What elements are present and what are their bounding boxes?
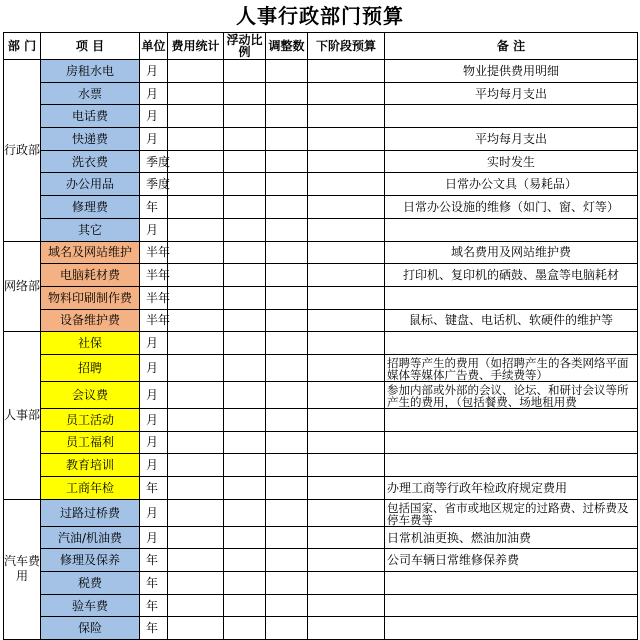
table-row — [4, 309, 638, 332]
cost-cell — [168, 477, 224, 500]
next-budget-cell — [308, 82, 385, 105]
cost-cell — [168, 572, 224, 595]
note-cell: 实时发生 — [385, 150, 638, 173]
table-row — [4, 549, 638, 572]
note-cell — [385, 617, 638, 640]
item-cell: 修理费 — [41, 196, 140, 219]
table-row — [4, 128, 638, 151]
next-budget-cell — [308, 617, 385, 640]
float-cell — [224, 617, 266, 640]
next-budget-cell — [308, 332, 385, 355]
next-budget-cell — [308, 241, 385, 264]
unit-cell: 月 — [140, 82, 168, 105]
note-cell: 物业提供费用明细 — [385, 60, 638, 83]
float-cell — [224, 241, 266, 264]
cost-cell — [168, 196, 224, 219]
float-cell — [224, 454, 266, 477]
adjust-cell — [266, 381, 308, 408]
table-row — [4, 264, 638, 287]
next-budget-cell — [308, 381, 385, 408]
next-budget-cell — [308, 218, 385, 241]
item-cell: 验车费 — [41, 594, 140, 617]
item-cell: 税费 — [41, 572, 140, 595]
unit-cell: 月 — [140, 431, 168, 454]
unit-cell: 月 — [140, 381, 168, 408]
table-row — [4, 218, 638, 241]
note-cell: 鼠标、键盘、电话机、软硬件的维护等 — [385, 309, 638, 332]
header-cost: 费用统计 — [168, 33, 224, 60]
table-row — [4, 477, 638, 500]
table-row — [4, 617, 638, 640]
unit-cell: 月 — [140, 408, 168, 431]
unit-cell: 月 — [140, 60, 168, 83]
table-row — [4, 173, 638, 196]
cost-cell — [168, 264, 224, 287]
table-row — [4, 286, 638, 309]
cost-cell — [168, 549, 224, 572]
next-budget-cell — [308, 526, 385, 549]
note-cell: 日常办公文具（易耗品） — [385, 173, 638, 196]
unit-cell: 月 — [140, 218, 168, 241]
cost-cell — [168, 617, 224, 640]
unit-cell: 月 — [140, 354, 168, 381]
next-budget-cell — [308, 354, 385, 381]
table-row — [4, 60, 638, 83]
unit-cell: 年 — [140, 572, 168, 595]
unit-cell: 月 — [140, 128, 168, 151]
float-cell — [224, 128, 266, 151]
cost-cell — [168, 526, 224, 549]
adjust-cell — [266, 196, 308, 219]
item-cell: 设备维护费 — [41, 309, 140, 332]
float-cell — [224, 264, 266, 287]
table-row — [4, 241, 638, 264]
cost-cell — [168, 128, 224, 151]
adjust-cell — [266, 454, 308, 477]
adjust-cell — [266, 477, 308, 500]
adjust-cell — [266, 82, 308, 105]
item-cell: 水票 — [41, 82, 140, 105]
float-cell — [224, 309, 266, 332]
cost-cell — [168, 431, 224, 454]
float-cell — [224, 196, 266, 219]
item-cell: 保险 — [41, 617, 140, 640]
unit-cell: 半年 — [140, 241, 168, 264]
note-cell: 平均每月支出 — [385, 82, 638, 105]
table-row — [4, 408, 638, 431]
cost-cell — [168, 594, 224, 617]
note-cell — [385, 572, 638, 595]
cost-cell — [168, 286, 224, 309]
cost-cell — [168, 82, 224, 105]
adjust-cell — [266, 332, 308, 355]
table-row — [4, 82, 638, 105]
float-cell — [224, 173, 266, 196]
note-cell — [385, 594, 638, 617]
cost-cell — [168, 454, 224, 477]
item-cell: 物料印刷制作费 — [41, 286, 140, 309]
float-cell — [224, 549, 266, 572]
table-row — [4, 594, 638, 617]
item-cell: 电脑耗材费 — [41, 264, 140, 287]
header-item: 项 目 — [41, 33, 140, 60]
note-cell — [385, 218, 638, 241]
float-cell — [224, 381, 266, 408]
item-cell: 洗衣费 — [41, 150, 140, 173]
note-cell — [385, 431, 638, 454]
note-cell: 参加内部或外部的会议、论坛、和研讨会议等所产生的费用，（包括餐费、场地租用费 — [385, 381, 638, 408]
item-cell: 社保 — [41, 332, 140, 355]
item-cell: 教育培训 — [41, 454, 140, 477]
next-budget-cell — [308, 105, 385, 128]
note-cell — [385, 454, 638, 477]
note-cell: 日常办公设施的维修（如门、窗、灯等） — [385, 196, 638, 219]
float-cell — [224, 60, 266, 83]
department-cell: 汽车费用 — [4, 499, 41, 639]
adjust-cell — [266, 499, 308, 526]
header-unit: 单位 — [140, 33, 168, 60]
next-budget-cell — [308, 196, 385, 219]
adjust-cell — [266, 128, 308, 151]
next-budget-cell — [308, 264, 385, 287]
adjust-cell — [266, 286, 308, 309]
unit-cell: 年 — [140, 196, 168, 219]
cost-cell — [168, 241, 224, 264]
item-cell: 员工福利 — [41, 431, 140, 454]
float-cell — [224, 594, 266, 617]
cost-cell — [168, 150, 224, 173]
float-cell — [224, 477, 266, 500]
item-cell: 快递费 — [41, 128, 140, 151]
next-budget-cell — [308, 572, 385, 595]
header-note: 备 注 — [385, 33, 638, 60]
header-adjust: 调整数 — [266, 33, 308, 60]
table-row — [4, 572, 638, 595]
unit-cell: 季度 — [140, 150, 168, 173]
item-cell: 其它 — [41, 218, 140, 241]
department-cell: 人事部 — [4, 332, 41, 499]
unit-cell: 半年 — [140, 309, 168, 332]
float-cell — [224, 286, 266, 309]
cost-cell — [168, 60, 224, 83]
cost-cell — [168, 105, 224, 128]
adjust-cell — [266, 60, 308, 83]
next-budget-cell — [308, 431, 385, 454]
table-row — [4, 499, 638, 526]
note-cell — [385, 332, 638, 355]
note-cell — [385, 408, 638, 431]
adjust-cell — [266, 264, 308, 287]
cost-cell — [168, 381, 224, 408]
adjust-cell — [266, 594, 308, 617]
unit-cell: 半年 — [140, 264, 168, 287]
unit-cell: 月 — [140, 105, 168, 128]
item-cell: 房租水电 — [41, 60, 140, 83]
next-budget-cell — [308, 173, 385, 196]
adjust-cell — [266, 526, 308, 549]
next-budget-cell — [308, 309, 385, 332]
item-cell: 修理及保养 — [41, 549, 140, 572]
float-cell — [224, 572, 266, 595]
unit-cell: 月 — [140, 332, 168, 355]
next-budget-cell — [308, 150, 385, 173]
unit-cell: 季度 — [140, 173, 168, 196]
item-cell: 电话费 — [41, 105, 140, 128]
note-cell: 公司车辆日常维修保养费 — [385, 549, 638, 572]
note-cell: 平均每月支出 — [385, 128, 638, 151]
adjust-cell — [266, 241, 308, 264]
adjust-cell — [266, 354, 308, 381]
cost-cell — [168, 408, 224, 431]
adjust-cell — [266, 431, 308, 454]
float-cell — [224, 431, 266, 454]
table-row — [4, 105, 638, 128]
cost-cell — [168, 354, 224, 381]
float-cell — [224, 332, 266, 355]
table-row — [4, 196, 638, 219]
table-row — [4, 454, 638, 477]
note-cell: 日常机油更换、燃油加油费 — [385, 526, 638, 549]
item-cell: 会议费 — [41, 381, 140, 408]
adjust-cell — [266, 309, 308, 332]
note-cell: 包括国家、省市或地区规定的过路费、过桥费及停车费等 — [385, 499, 638, 526]
note-cell — [385, 286, 638, 309]
adjust-cell — [266, 408, 308, 431]
item-cell: 办公用品 — [41, 173, 140, 196]
note-cell — [385, 105, 638, 128]
float-cell — [224, 105, 266, 128]
item-cell: 工商年检 — [41, 477, 140, 500]
next-budget-cell — [308, 454, 385, 477]
adjust-cell — [266, 218, 308, 241]
item-cell: 域名及网站维护 — [41, 241, 140, 264]
float-cell — [224, 499, 266, 526]
table-row — [4, 354, 638, 381]
unit-cell: 年 — [140, 477, 168, 500]
item-cell: 员工活动 — [41, 408, 140, 431]
cost-cell — [168, 173, 224, 196]
unit-cell: 月 — [140, 499, 168, 526]
next-budget-cell — [308, 499, 385, 526]
adjust-cell — [266, 617, 308, 640]
item-cell: 招聘 — [41, 354, 140, 381]
department-cell: 行政部 — [4, 60, 41, 242]
adjust-cell — [266, 549, 308, 572]
note-cell: 招聘等产生的费用（如招聘产生的各类网络平面媒体等媒体广告费、手续费等） — [385, 354, 638, 381]
header-next-budget: 下阶段预算 — [308, 33, 385, 60]
item-cell: 过路过桥费 — [41, 499, 140, 526]
next-budget-cell — [308, 60, 385, 83]
adjust-cell — [266, 572, 308, 595]
table-row — [4, 150, 638, 173]
float-cell — [224, 150, 266, 173]
budget-table — [3, 32, 638, 640]
cost-cell — [168, 218, 224, 241]
table-row — [4, 431, 638, 454]
note-cell: 打印机、复印机的硒鼓、墨盒等电脑耗材 — [385, 264, 638, 287]
table-row — [4, 526, 638, 549]
table-body — [4, 60, 638, 640]
float-cell — [224, 354, 266, 381]
adjust-cell — [266, 173, 308, 196]
float-cell — [224, 82, 266, 105]
next-budget-cell — [308, 408, 385, 431]
unit-cell: 半年 — [140, 286, 168, 309]
next-budget-cell — [308, 128, 385, 151]
float-cell — [224, 218, 266, 241]
header-dept: 部 门 — [4, 33, 41, 60]
cost-cell — [168, 499, 224, 526]
table-row — [4, 332, 638, 355]
unit-cell: 月 — [140, 454, 168, 477]
table-row — [4, 381, 638, 408]
unit-cell: 年 — [140, 617, 168, 640]
header-float: 浮动比例 — [224, 33, 266, 60]
note-cell: 办理工商等行政年检政府规定费用 — [385, 477, 638, 500]
next-budget-cell — [308, 594, 385, 617]
float-cell — [224, 526, 266, 549]
float-cell — [224, 408, 266, 431]
unit-cell: 年 — [140, 549, 168, 572]
cost-cell — [168, 309, 224, 332]
note-cell: 域名费用及网站维护费 — [385, 241, 638, 264]
next-budget-cell — [308, 477, 385, 500]
next-budget-cell — [308, 286, 385, 309]
adjust-cell — [266, 105, 308, 128]
cost-cell — [168, 332, 224, 355]
adjust-cell — [266, 150, 308, 173]
department-cell: 网络部 — [4, 241, 41, 332]
page-title: 人事行政部门预算 — [236, 4, 404, 28]
header-row — [4, 33, 638, 60]
next-budget-cell — [308, 549, 385, 572]
unit-cell: 月 — [140, 526, 168, 549]
unit-cell: 年 — [140, 594, 168, 617]
item-cell: 汽油/机油费 — [41, 526, 140, 549]
